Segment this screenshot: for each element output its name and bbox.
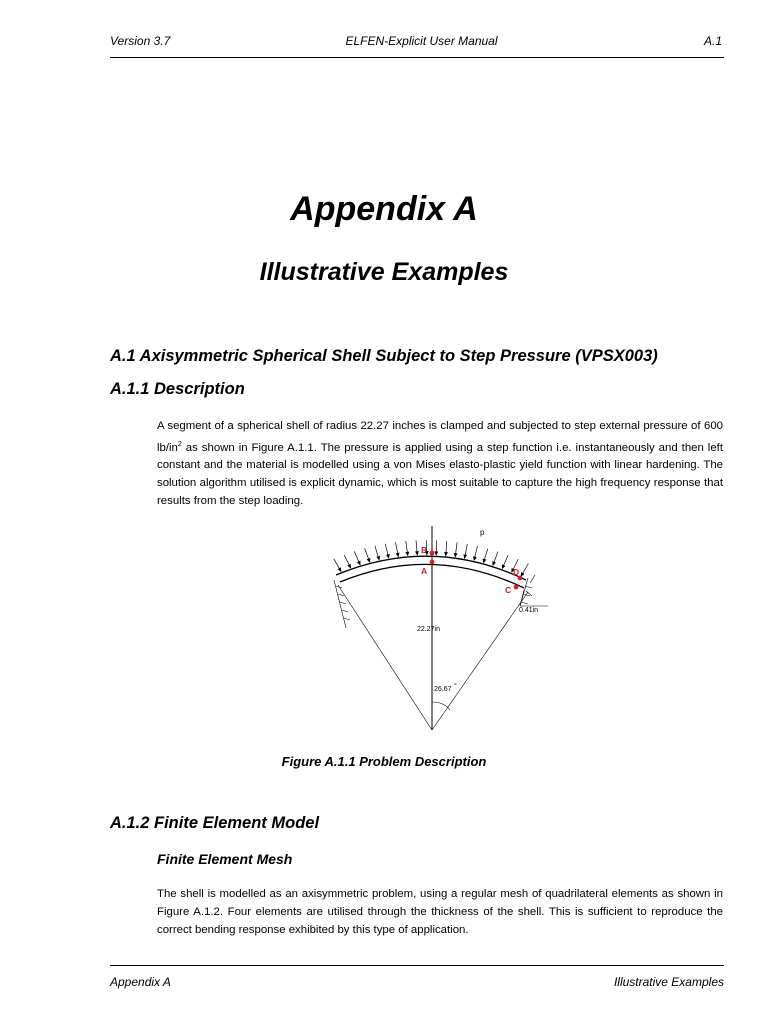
label-point-b: B	[421, 545, 428, 555]
header-rule	[110, 57, 724, 58]
pressure-arrow-head	[338, 568, 341, 572]
pressure-arrow-head	[464, 555, 467, 558]
thickness-dimension-line	[520, 590, 524, 606]
pressure-arrow-head	[358, 561, 361, 565]
pressure-arrow-head	[377, 556, 380, 560]
pressure-arrow-head	[387, 555, 390, 558]
pressure-arrow-head	[367, 559, 370, 563]
page-title: Appendix A	[290, 190, 478, 228]
label-point-c: C	[505, 585, 512, 595]
figure-caption: Figure A.1.1 Problem Description	[281, 754, 487, 769]
pressure-arrow-head	[521, 573, 524, 577]
pressure-arrow-head	[416, 552, 419, 555]
label-thickness: 0.41in	[519, 607, 539, 614]
section-heading-a1: A.1 Axisymmetric Spherical Shell Subject to Step Pressure (VPSX003)	[110, 347, 658, 365]
pressure-arrow-head	[454, 553, 457, 556]
label-angle-degree: °	[454, 683, 457, 690]
pressure-arrows	[334, 540, 529, 576]
description-text-start: A segment of a spherical shell of radius 22.27 inches is clamped and subjected to step external pressure of 600 lb/in	[157, 420, 723, 454]
pressure-arrow-head	[474, 557, 477, 560]
section-heading-fe-model: A.1.2 Finite Element Model	[110, 814, 320, 832]
footer-right: Illustrative Examples	[613, 975, 724, 989]
description-paragraph	[157, 418, 723, 511]
label-point-d: D	[513, 567, 520, 577]
page-subtitle: Illustrative Examples	[259, 258, 509, 286]
left-clamp-support	[334, 580, 350, 628]
point-a-marker	[430, 560, 435, 565]
label-radius: 22.27in	[417, 626, 440, 633]
point-c-marker	[514, 585, 519, 590]
pressure-arrow-head	[406, 552, 409, 555]
pressure-arrow-head	[502, 565, 505, 569]
label-angle: 26.67	[434, 686, 452, 693]
label-pressure: p	[480, 528, 485, 537]
footer-left: Appendix A	[110, 975, 171, 989]
description-text-end: as shown in Figure A.1.1. The pressure is applied using a step function i.e. instantaneously and then left constant and the material is modelled using a von Mises elasto-plastic yield function with linear hardening. The solution algorithm utilised is explicit dynamic, which is most suitable to capture the high frequency response that results from the step loading.	[157, 441, 723, 507]
header-version: Version 3.7	[110, 34, 171, 48]
fe-model-paragraph: The shell is modelled as an axisymmetric problem, using a regular mesh of quadrilateral elements as shown in Figure A.1.2. Four elements are utilised through the thickness of the shell. This is sufficient to reproduce the correct bending response exhibited by this type of application.	[157, 888, 723, 936]
point-b-marker	[430, 551, 435, 556]
subheading-fe-mesh: Finite Element Mesh	[157, 851, 293, 867]
angle-arc	[432, 702, 450, 710]
description-superscript: 2	[177, 440, 182, 448]
right-radius-line	[432, 592, 528, 730]
pressure-arrow-head	[483, 559, 486, 563]
pressure-arrow-head	[396, 553, 399, 556]
pressure-arrow-head	[445, 552, 448, 555]
problem-description-figure	[320, 520, 560, 735]
header-manual-title: ELFEN-Explicit User Manual	[345, 34, 498, 48]
label-point-a: A	[421, 566, 428, 576]
header-page-number: A.1	[703, 34, 722, 48]
pressure-arrow-head	[493, 562, 496, 565]
footer-rule	[110, 965, 724, 966]
pressure-arrow-head	[348, 564, 351, 567]
section-heading-description: A.1.1 Description	[110, 380, 245, 398]
thickness-arrow-upper	[530, 575, 535, 583]
pressure-arrow-head	[435, 552, 438, 555]
left-radius-line	[338, 585, 432, 730]
